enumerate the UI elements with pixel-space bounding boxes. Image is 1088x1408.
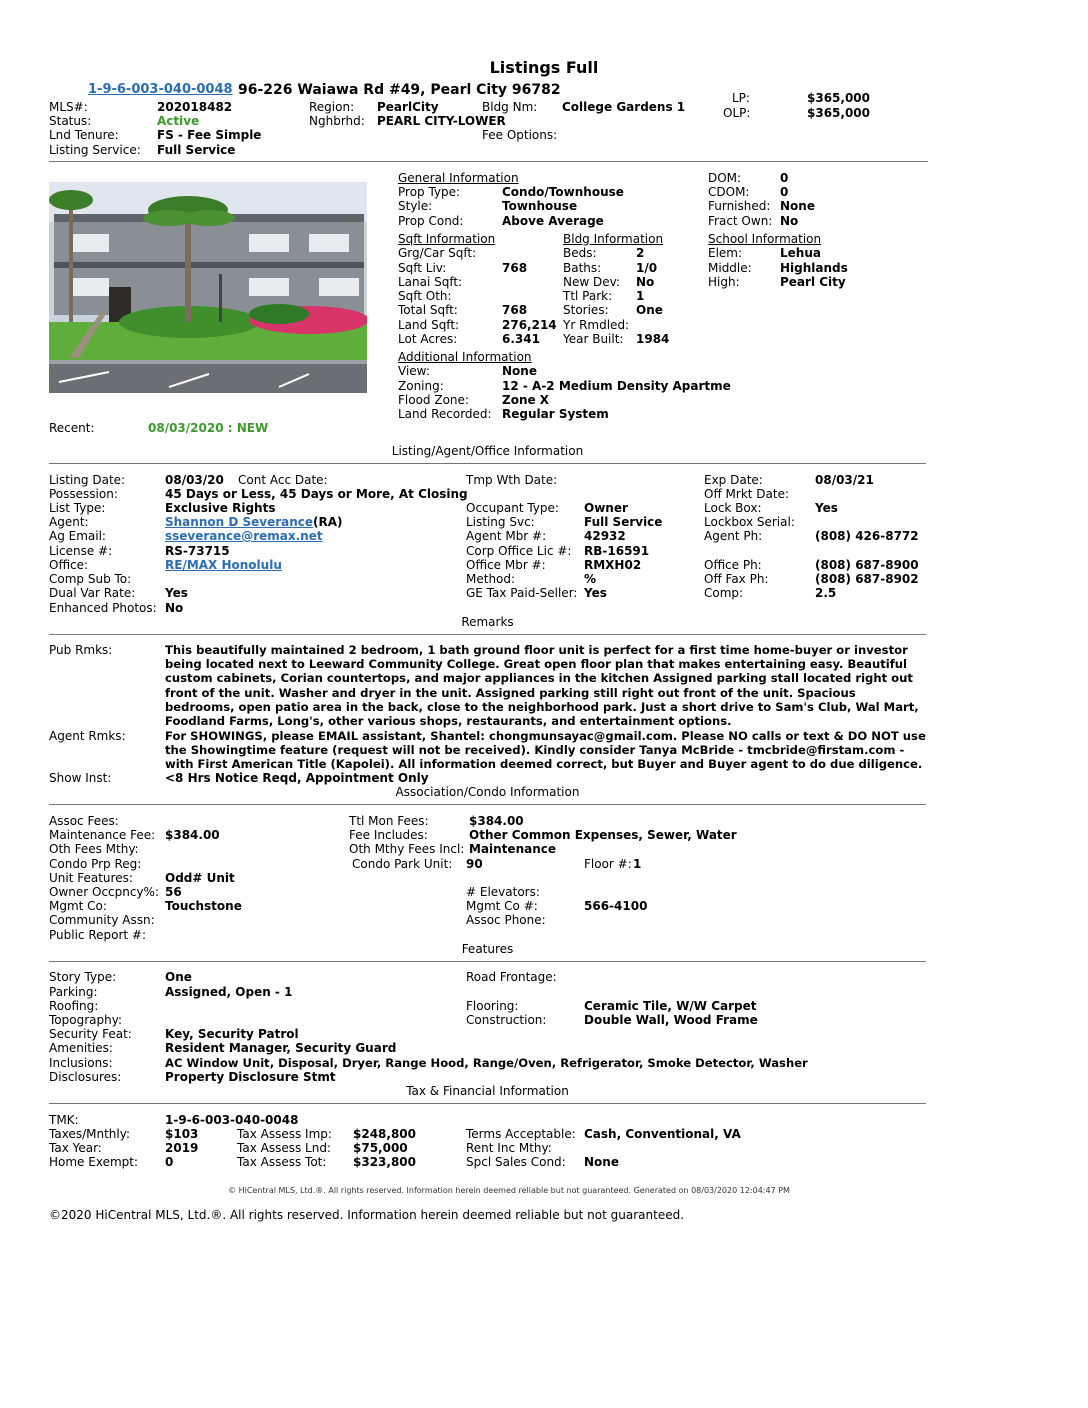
construction-label: Construction:: [466, 1013, 547, 1027]
tax-year-label: Tax Year:: [49, 1141, 102, 1155]
agent-ph-value: (808) 426-8772: [815, 529, 919, 543]
stories-value: One: [636, 303, 663, 317]
security-label: Security Feat:: [49, 1027, 132, 1041]
listing-svc-label: Listing Svc:: [466, 515, 535, 529]
cdom-value: 0: [780, 185, 789, 199]
header-divider: [49, 161, 928, 162]
comp-value: 2.5: [815, 586, 837, 600]
license-value: RS-73715: [165, 544, 230, 558]
agent-section-heading: Listing/Agent/Office Information: [391, 444, 584, 458]
ttl-park-value: 1: [636, 289, 645, 303]
beds-value: 2: [636, 246, 645, 260]
ttl-park-label: Ttl Park:: [563, 289, 613, 303]
security-value: Key, Security Patrol: [165, 1027, 299, 1041]
agent-mbr-value: 42932: [584, 529, 626, 543]
nghbrhd-value: PEARL CITY-LOWER: [377, 114, 506, 128]
mgmt-co-no-value: 566-4100: [584, 899, 648, 913]
olp-value: $365,000: [807, 106, 871, 120]
remarks-divider: [49, 634, 926, 635]
dual-var-value: Yes: [165, 586, 188, 600]
home-exempt-label: Home Exempt:: [49, 1155, 139, 1169]
prop-type-value: Condo/Townhouse: [502, 185, 624, 199]
amenities-value: Resident Manager, Security Guard: [165, 1041, 397, 1055]
owner-occ-value: 56: [165, 885, 182, 899]
ttl-mon-fees-label: Ttl Mon Fees:: [349, 814, 429, 828]
office-mbr-value: RMXH02: [584, 558, 642, 572]
agent-suffix: (RA): [313, 515, 343, 529]
terms-label: Terms Acceptable:: [466, 1127, 576, 1141]
listing-date-label: Listing Date:: [49, 473, 126, 487]
office-ph-label: Office Ph:: [704, 558, 762, 572]
flood-zone-value: Zone X: [502, 393, 550, 407]
office-label: Office:: [49, 558, 89, 572]
beds-label: Beds:: [563, 246, 597, 260]
ag-email-link[interactable]: sseverance@remax.net: [165, 529, 323, 543]
tax-heading: Tax & Financial Information: [406, 1084, 569, 1098]
status-label: Status:: [49, 114, 92, 128]
tax-assess-tot-value: $323,800: [353, 1155, 417, 1169]
inclusions-label: Inclusions:: [49, 1056, 113, 1070]
agent-section-divider: [49, 463, 926, 464]
office-mbr-label: Office Mbr #:: [466, 558, 546, 572]
land-recorded-label: Land Recorded:: [398, 407, 492, 421]
tmp-wth-label: Tmp Wth Date:: [466, 473, 558, 487]
floor-value: 1: [633, 857, 642, 871]
pub-rmks-text: This beautifully maintained 2 bedroom, 1 bath ground floor unit is perfect for a first time home-buyer or investor being located next to Leeward Community College. Great open floor plan that makes entertaining easy. Beautiful custom cabinets, Corian countertops, and major appliances in the kitchen Assigned parking stall located right out front of the unit. Washer and dryer in the unit. Assigned parking still right out front of the unit. Spacious bedrooms, open patio area in the back, close to the neighborhood park. Just a short drive to Sam's Club, Wal Mart, Foodland Farms, Long's, other various shops, restaurants, and entertainment options.: [165, 643, 919, 729]
flooring-label: Flooring:: [466, 999, 519, 1013]
assoc-heading: Association/Condo Information: [395, 785, 580, 799]
tmk-link[interactable]: 1-9-6-003-040-0048: [88, 82, 233, 97]
occupant-label: Occupant Type:: [466, 501, 559, 515]
story-type-label: Story Type:: [49, 970, 117, 984]
list-type-label: List Type:: [49, 501, 106, 515]
possession-label: Possession:: [49, 487, 118, 501]
ge-tax-label: GE Tax Paid-Seller:: [466, 586, 578, 600]
listing-date-value: 08/03/20: [165, 473, 224, 487]
mgmt-co-value: Touchstone: [165, 899, 242, 913]
amenities-label: Amenities:: [49, 1041, 113, 1055]
exp-date-value: 08/03/21: [815, 473, 874, 487]
agent-name-link[interactable]: Shannon D Severance: [165, 515, 314, 529]
parking-label: Parking:: [49, 985, 98, 999]
lnd-tenure-label: Lnd Tenure:: [49, 128, 119, 142]
inclusions-value: AC Window Unit, Disposal, Dryer, Range Hood, Range/Oven, Refrigerator, Smoke Detector, Washer: [165, 1056, 808, 1070]
story-type-value: One: [165, 970, 192, 984]
enhanced-photos-label: Enhanced Photos:: [49, 601, 157, 615]
generated-notice: © HiCentral MLS, Ltd.®. All rights reserved. Information herein deemed reliable but not guaranteed. Generated on 08/03/2020 12:04:47 PM: [228, 1186, 790, 1195]
possession-value: 45 Days or Less, 45 Days or More, At Closing: [165, 487, 468, 501]
spcl-sales-label: Spcl Sales Cond:: [466, 1155, 566, 1169]
land-sqft-value: 276,214: [502, 318, 557, 332]
total-sqft-value: 768: [502, 303, 528, 317]
disclosures-label: Disclosures:: [49, 1070, 122, 1084]
agent-rmks-label: Agent Rmks:: [49, 729, 126, 743]
show-inst-value: <8 Hrs Notice Reqd, Appointment Only: [165, 771, 429, 785]
middle-label: Middle:: [708, 261, 752, 275]
maint-fee-value: $384.00: [165, 828, 220, 842]
fee-options-label: Fee Options:: [482, 128, 558, 142]
elem-label: Elem:: [708, 246, 743, 260]
dom-label: DOM:: [708, 171, 742, 185]
ttl-mon-fees-value: $384.00: [469, 814, 524, 828]
enhanced-photos-value: No: [165, 601, 184, 615]
mls-value: 202018482: [157, 100, 233, 114]
agent-mbr-label: Agent Mbr #:: [466, 529, 547, 543]
agent-ph-label: Agent Ph:: [704, 529, 763, 543]
land-sqft-label: Land Sqft:: [398, 318, 460, 332]
lot-acres-value: 6.341: [502, 332, 540, 346]
office-ph-value: (808) 687-8900: [815, 558, 919, 572]
nghbrhd-label: Nghbrhd:: [309, 114, 365, 128]
cdom-label: CDOM:: [708, 185, 750, 199]
tax-assess-imp-label: Tax Assess Imp:: [237, 1127, 332, 1141]
oth-mthy-value: Maintenance: [469, 842, 557, 856]
community-assn-label: Community Assn:: [49, 913, 155, 927]
taxes-mnthly-label: Taxes/Mnthly:: [49, 1127, 130, 1141]
zoning-label: Zoning:: [398, 379, 444, 393]
owner-occ-label: Owner Occpncy%:: [49, 885, 160, 899]
property-photo[interactable]: [49, 182, 367, 393]
bldg-info-heading: Bldg Information: [563, 232, 664, 246]
additional-info-heading: Additional Information: [398, 350, 532, 364]
sqft-liv-value: 768: [502, 261, 528, 275]
lot-acres-label: Lot Acres:: [398, 332, 458, 346]
assoc-fees-label: Assoc Fees:: [49, 814, 119, 828]
page-title: Listings Full: [489, 58, 599, 77]
fee-includes-value: Other Common Expenses, Sewer, Water: [469, 828, 737, 842]
condo-park-unit-value: 90: [466, 857, 483, 871]
tax-assess-tot-label: Tax Assess Tot:: [237, 1155, 327, 1169]
license-label: License #:: [49, 544, 113, 558]
lock-box-value: Yes: [815, 501, 838, 515]
parking-value: Assigned, Open - 1: [165, 985, 293, 999]
high-label: High:: [708, 275, 740, 289]
lock-box-label: Lock Box:: [704, 501, 762, 515]
topography-label: Topography:: [49, 1013, 122, 1027]
dom-value: 0: [780, 171, 789, 185]
prop-cond-value: Above Average: [502, 214, 604, 228]
grg-sqft-label: Grg/Car Sqft:: [398, 246, 477, 260]
corp-lic-value: RB-16591: [584, 544, 650, 558]
lnd-tenure-value: FS - Fee Simple: [157, 128, 262, 142]
tax-divider: [49, 1103, 926, 1104]
bldg-nm-label: Bldg Nm:: [482, 100, 538, 114]
list-type-value: Exclusive Rights: [165, 501, 276, 515]
spcl-sales-value: None: [584, 1155, 619, 1169]
remarks-heading: Remarks: [461, 615, 514, 629]
method-value: %: [584, 572, 597, 586]
style-label: Style:: [398, 199, 433, 213]
middle-value: Highlands: [780, 261, 848, 275]
sqft-liv-label: Sqft Liv:: [398, 261, 447, 275]
unit-features-value: Odd# Unit: [165, 871, 235, 885]
school-info-heading: School Information: [708, 232, 822, 246]
comp-sub-label: Comp Sub To:: [49, 572, 132, 586]
bldg-nm-value: College Gardens 1: [562, 100, 686, 114]
show-inst-label: Show Inst:: [49, 771, 112, 785]
features-heading: Features: [461, 942, 514, 956]
flood-zone-label: Flood Zone:: [398, 393, 469, 407]
maint-fee-label: Maintenance Fee:: [49, 828, 156, 842]
tax-assess-imp-value: $248,800: [353, 1127, 417, 1141]
total-sqft-label: Total Sqft:: [398, 303, 458, 317]
tax-assess-lnd-value: $75,000: [353, 1141, 408, 1155]
floor-label: Floor #:: [584, 857, 632, 871]
method-label: Method:: [466, 572, 516, 586]
off-fax-label: Off Fax Ph:: [704, 572, 769, 586]
office-link[interactable]: RE/MAX Honolulu: [165, 558, 282, 572]
land-recorded-value: Regular System: [502, 407, 609, 421]
taxes-mnthly-value: $103: [165, 1127, 199, 1141]
view-label: View:: [398, 364, 430, 378]
region-label: Region:: [309, 100, 355, 114]
lanai-sqft-label: Lanai Sqft:: [398, 275, 463, 289]
mls-label: MLS#:: [49, 100, 88, 114]
listing-service-value: Full Service: [157, 143, 236, 157]
features-divider: [49, 961, 926, 962]
public-report-label: Public Report #:: [49, 928, 147, 942]
olp-label: OLP:: [723, 106, 751, 120]
cont-acc-label: Cont Acc Date:: [238, 473, 328, 487]
zoning-value: 12 - A-2 Medium Density Apartme: [502, 379, 731, 393]
corp-lic-label: Corp Office Lic #:: [466, 544, 572, 558]
sqft-oth-label: Sqft Oth:: [398, 289, 452, 303]
unit-features-label: Unit Features:: [49, 871, 133, 885]
tmk-value: 1-9-6-003-040-0048: [165, 1113, 299, 1127]
tmk-label: TMK:: [49, 1113, 79, 1127]
home-exempt-value: 0: [165, 1155, 174, 1169]
elem-value: Lehua: [780, 246, 821, 260]
copyright-footer: ©2020 HiCentral MLS, Ltd.®. All rights reserved. Information herein deemed reliable but not guaranteed.: [49, 1208, 685, 1222]
ag-email-label: Ag Email:: [49, 529, 106, 543]
lockbox-serial-label: Lockbox Serial:: [704, 515, 795, 529]
furnished-value: None: [780, 199, 815, 213]
ge-tax-value: Yes: [584, 586, 607, 600]
new-dev-label: New Dev:: [563, 275, 621, 289]
oth-mthy-label: Oth Mthy Fees Incl:: [349, 842, 465, 856]
high-value: Pearl City: [780, 275, 846, 289]
terms-value: Cash, Conventional, VA: [584, 1127, 741, 1141]
condo-reg-label: Condo Prp Reg:: [49, 857, 142, 871]
region-value: PearlCity: [377, 100, 439, 114]
occupant-value: Owner: [584, 501, 628, 515]
sqft-info-heading: Sqft Information: [398, 232, 496, 246]
lp-label: LP:: [732, 91, 750, 105]
flooring-value: Ceramic Tile, W/W Carpet: [584, 999, 757, 1013]
mgmt-co-label: Mgmt Co:: [49, 899, 107, 913]
style-value: Townhouse: [502, 199, 578, 213]
exp-date-label: Exp Date:: [704, 473, 763, 487]
elevators-label: # Elevators:: [466, 885, 540, 899]
fract-own-label: Fract Own:: [708, 214, 773, 228]
dual-var-label: Dual Var Rate:: [49, 586, 136, 600]
lp-value: $365,000: [807, 91, 871, 105]
listing-service-label: Listing Service:: [49, 143, 141, 157]
listing-address: 96-226 Waiawa Rd #49, Pearl City 96782: [238, 82, 561, 98]
agent-value-wrap: [165, 515, 343, 529]
agent-label: Agent:: [49, 515, 89, 529]
roofing-label: Roofing:: [49, 999, 99, 1013]
comp-label: Comp:: [704, 586, 744, 600]
agent-rmks-text: For SHOWINGS, please EMAIL assistant, Shantel: chongmunsayac@gmail.com. Please NO calls or text & DO NOT use the Showingtime feature (request will not be received). Kindly consider Tanya McBride - tmcbride@firstam.com - with First American Title (Kapolei). All information deemed correct, but Buyer and Buyer agent to do due diligence.: [165, 729, 926, 772]
off-mrkt-label: Off Mrkt Date:: [704, 487, 790, 501]
oth-fees-label: Oth Fees Mthy:: [49, 842, 139, 856]
assoc-divider: [49, 804, 926, 805]
tax-assess-lnd-label: Tax Assess Lnd:: [237, 1141, 331, 1155]
prop-type-label: Prop Type:: [398, 185, 461, 199]
mgmt-co-no-label: Mgmt Co #:: [466, 899, 538, 913]
baths-value: 1/0: [636, 261, 658, 275]
stories-label: Stories:: [563, 303, 609, 317]
status-value: Active: [157, 114, 200, 128]
recent-value: 08/03/2020 : NEW: [148, 421, 269, 435]
road-frontage-label: Road Frontage:: [466, 970, 557, 984]
prop-cond-label: Prop Cond:: [398, 214, 464, 228]
baths-label: Baths:: [563, 261, 602, 275]
fract-own-value: No: [780, 214, 799, 228]
furnished-label: Furnished:: [708, 199, 771, 213]
condo-park-unit-label: Condo Park Unit:: [352, 857, 453, 871]
construction-value: Double Wall, Wood Frame: [584, 1013, 758, 1027]
recent-label: Recent:: [49, 421, 95, 435]
rent-inc-label: Rent Inc Mthy:: [466, 1141, 552, 1155]
year-built-label: Year Built:: [563, 332, 624, 346]
assoc-phone-label: Assoc Phone:: [466, 913, 546, 927]
disclosures-value: Property Disclosure Stmt: [165, 1070, 336, 1084]
new-dev-value: No: [636, 275, 655, 289]
tax-year-value: 2019: [165, 1141, 199, 1155]
general-info-heading: General Information: [398, 171, 519, 185]
year-built-value: 1984: [636, 332, 670, 346]
off-fax-value: (808) 687-8902: [815, 572, 919, 586]
fee-includes-label: Fee Includes:: [349, 828, 428, 842]
pub-rmks-label: Pub Rmks:: [49, 643, 113, 657]
listing-svc-value: Full Service: [584, 515, 663, 529]
view-value: None: [502, 364, 537, 378]
yr-rmdled-label: Yr Rmdled:: [563, 318, 630, 332]
